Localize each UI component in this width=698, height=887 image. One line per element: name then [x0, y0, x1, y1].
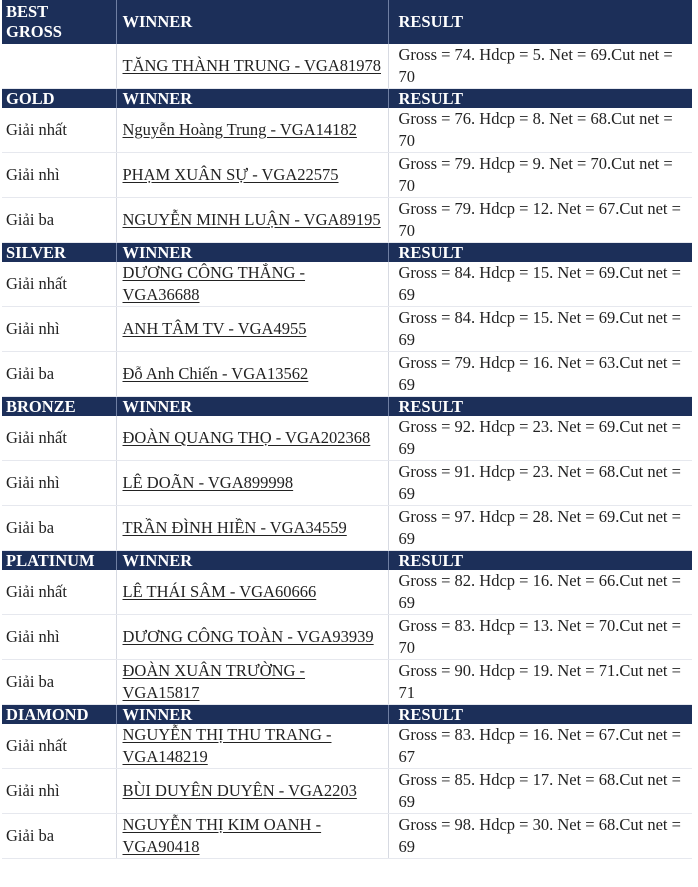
winner-link[interactable]: TĂNG THÀNH TRUNG - VGA81978 [116, 44, 388, 89]
result-cell: Gross = 85. Hdcp = 17. Net = 68.Cut net = 69 [388, 769, 692, 814]
prize-cell: Giải nhì [2, 153, 116, 198]
result-cell: Gross = 98. Hdcp = 30. Net = 68.Cut net = 69 [388, 814, 692, 859]
section-header-best-gross [2, 0, 692, 44]
prize-cell: Giải ba [2, 660, 116, 705]
result-cell: Gross = 97. Hdcp = 28. Net = 69.Cut net = 69 [388, 506, 692, 551]
result-column-header: RESULT [388, 705, 692, 725]
prize-cell: Giải nhì [2, 461, 116, 506]
winner-link[interactable]: ĐOÀN XUÂN TRƯỜNG - VGA15817 [116, 660, 388, 705]
results-table-body [2, 0, 692, 859]
prize-cell: Giải nhì [2, 307, 116, 352]
section-header-gold [2, 89, 692, 109]
result-cell: Gross = 79. Hdcp = 12. Net = 67.Cut net = 70 [388, 198, 692, 243]
winner-column-header: WINNER [116, 397, 388, 417]
winner-link[interactable]: Đỗ Anh Chiến - VGA13562 [116, 352, 388, 397]
table-row [2, 724, 692, 769]
winner-column-header: WINNER [116, 89, 388, 109]
table-row [2, 615, 692, 660]
result-column-header: RESULT [388, 0, 692, 44]
category-label: PLATINUM [2, 551, 116, 571]
result-cell: Gross = 92. Hdcp = 23. Net = 69.Cut net = 69 [388, 416, 692, 461]
result-column-header: RESULT [388, 397, 692, 417]
result-cell: Gross = 82. Hdcp = 16. Net = 66.Cut net = 69 [388, 570, 692, 615]
prize-cell: Giải ba [2, 198, 116, 243]
winner-link[interactable]: NGUYỄN THỊ KIM OANH - VGA90418 [116, 814, 388, 859]
section-header-bronze [2, 397, 692, 417]
table-row [2, 506, 692, 551]
winner-link[interactable]: ĐOÀN QUANG THỌ - VGA202368 [116, 416, 388, 461]
results-table [2, 0, 692, 859]
result-cell: Gross = 91. Hdcp = 23. Net = 68.Cut net = 69 [388, 461, 692, 506]
category-label: DIAMOND [2, 705, 116, 725]
result-cell: Gross = 76. Hdcp = 8. Net = 68.Cut net = 70 [388, 108, 692, 153]
winner-link[interactable]: TRẦN ĐÌNH HIỀN - VGA34559 [116, 506, 388, 551]
prize-cell: Giải nhất [2, 416, 116, 461]
category-label: BRONZE [2, 397, 116, 417]
winner-link[interactable]: ANH TÂM TV - VGA4955 [116, 307, 388, 352]
result-cell: Gross = 90. Hdcp = 19. Net = 71.Cut net = 71 [388, 660, 692, 705]
winner-column-header: WINNER [116, 551, 388, 571]
winner-link[interactable]: NGUYỄN THỊ THU TRANG - VGA148219 [116, 724, 388, 769]
prize-cell: Giải nhì [2, 769, 116, 814]
category-label: BEST GROSS [2, 0, 116, 44]
result-column-header: RESULT [388, 89, 692, 109]
winner-link[interactable]: BÙI DUYÊN DUYÊN - VGA2203 [116, 769, 388, 814]
table-row [2, 198, 692, 243]
table-row [2, 307, 692, 352]
winner-column-header: WINNER [116, 705, 388, 725]
prize-cell: Giải nhất [2, 108, 116, 153]
prize-cell [2, 44, 116, 89]
section-header-diamond [2, 705, 692, 725]
result-column-header: RESULT [388, 243, 692, 263]
category-label: SILVER [2, 243, 116, 263]
result-column-header: RESULT [388, 551, 692, 571]
winner-link[interactable]: PHẠM XUÂN SỰ - VGA22575 [116, 153, 388, 198]
table-row [2, 416, 692, 461]
table-row [2, 153, 692, 198]
prize-cell: Giải nhì [2, 615, 116, 660]
prize-cell: Giải ba [2, 814, 116, 859]
prize-cell: Giải nhất [2, 724, 116, 769]
prize-cell: Giải nhất [2, 262, 116, 307]
result-cell: Gross = 83. Hdcp = 16. Net = 67.Cut net = 67 [388, 724, 692, 769]
winner-column-header: WINNER [116, 243, 388, 263]
winner-column-header: WINNER [116, 0, 388, 44]
winner-link[interactable]: DƯƠNG CÔNG TOÀN - VGA93939 [116, 615, 388, 660]
table-row [2, 814, 692, 859]
table-row [2, 262, 692, 307]
winner-link[interactable]: LÊ DOÃN - VGA899998 [116, 461, 388, 506]
table-row [2, 461, 692, 506]
table-row [2, 769, 692, 814]
table-row [2, 570, 692, 615]
winner-link[interactable]: NGUYỄN MINH LUẬN - VGA89195 [116, 198, 388, 243]
table-row [2, 44, 692, 89]
result-cell: Gross = 84. Hdcp = 15. Net = 69.Cut net = 69 [388, 307, 692, 352]
result-cell: Gross = 79. Hdcp = 9. Net = 70.Cut net = 70 [388, 153, 692, 198]
result-cell: Gross = 83. Hdcp = 13. Net = 70.Cut net = 70 [388, 615, 692, 660]
section-header-silver [2, 243, 692, 263]
prize-cell: Giải nhất [2, 570, 116, 615]
result-cell: Gross = 79. Hdcp = 16. Net = 63.Cut net = 69 [388, 352, 692, 397]
section-header-platinum [2, 551, 692, 571]
prize-cell: Giải ba [2, 506, 116, 551]
category-label: GOLD [2, 89, 116, 109]
prize-cell: Giải ba [2, 352, 116, 397]
table-row [2, 108, 692, 153]
result-cell: Gross = 74. Hdcp = 5. Net = 69.Cut net = 70 [388, 44, 692, 89]
table-row [2, 660, 692, 705]
winner-link[interactable]: Nguyễn Hoàng Trung - VGA14182 [116, 108, 388, 153]
table-row [2, 352, 692, 397]
winner-link[interactable]: DƯƠNG CÔNG THẮNG - VGA36688 [116, 262, 388, 307]
result-cell: Gross = 84. Hdcp = 15. Net = 69.Cut net = 69 [388, 262, 692, 307]
winner-link[interactable]: LÊ THÁI SÂM - VGA60666 [116, 570, 388, 615]
